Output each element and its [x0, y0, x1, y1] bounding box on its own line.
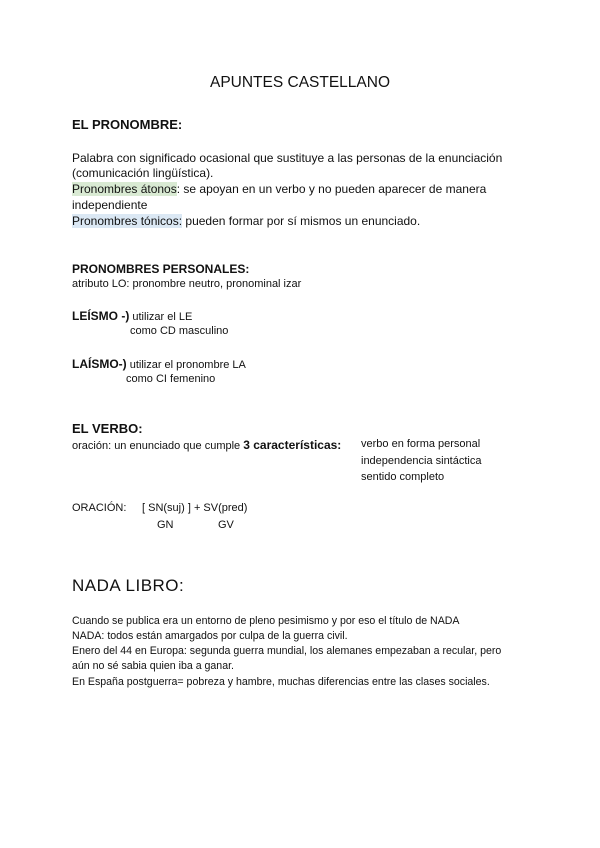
nada-line-4: aún no sé sabia quien iba a ganar.: [72, 660, 234, 672]
caracteristicas-label: 3 características:: [243, 438, 342, 452]
leismo-text-line2: como CD masculino: [130, 325, 229, 337]
tonicos-text: pueden formar por sí mismos un enunciado.: [182, 214, 421, 228]
atonos-term: Pronombres átonos: [72, 182, 177, 196]
section-heading-personales: PRONOMBRES PERSONALES:: [72, 262, 250, 276]
nada-line-2: NADA: todos están amargados por culpa de la guerra civil.: [72, 630, 348, 642]
leismo-line: [72, 309, 192, 323]
oracion-label: ORACIÓN:: [72, 502, 127, 514]
atonos-text: : se apoyan en un verbo y no pueden aparecer de manera: [176, 182, 487, 196]
laismo-term: LAÍSMO-): [72, 357, 127, 371]
characteristic-3: sentido completo: [361, 471, 445, 483]
pronombre-definition-line2: (comunicación lingüística).: [72, 166, 214, 180]
oracion-definition: [72, 438, 341, 452]
oracion-formula: [ SN(suj) ] + SV(pred): [142, 502, 248, 514]
characteristic-2: independencia sintáctica: [361, 455, 482, 467]
page-title: APUNTES CASTELLANO: [209, 74, 391, 91]
section-heading-pronombre: EL PRONOMBRE:: [72, 117, 183, 132]
leismo-term: LEÍSMO -): [72, 309, 130, 323]
label-gn: GN: [157, 519, 174, 531]
tonicos-line: [72, 214, 420, 228]
nada-line-5: En España postguerra= pobreza y hambre, muchas diferencias entre las clases sociales.: [72, 676, 490, 688]
section-heading-verbo: EL VERBO:: [72, 421, 143, 436]
atonos-line: [72, 182, 486, 196]
nada-line-3: Enero del 44 en Europa: segunda guerra mundial, los alemanes empezaban a recular, pero: [72, 645, 502, 657]
pronombre-definition-line1: Palabra con significado ocasional que sustituye a las personas de la enunciación: [72, 151, 503, 165]
leismo-text: utilizar el LE: [129, 311, 193, 323]
nada-line-1: Cuando se publica era un entorno de pleno pesimismo y por eso el título de NADA: [72, 615, 460, 627]
laismo-text: utilizar el pronombre LA: [126, 359, 246, 371]
tonicos-term: Pronombres tónicos:: [72, 214, 183, 228]
atributo-line: atributo LO: pronombre neutro, pronominal izar: [72, 278, 302, 290]
characteristic-1: verbo en forma personal: [361, 438, 481, 450]
laismo-text-line2: como CI femenino: [126, 373, 216, 385]
laismo-line: [72, 357, 246, 371]
section-heading-nada: NADA LIBRO:: [72, 576, 185, 595]
label-gv: GV: [218, 519, 234, 531]
atonos-text-line2: independiente: [72, 198, 148, 212]
oracion-intro: oración: un enunciado que cumple: [72, 440, 244, 452]
